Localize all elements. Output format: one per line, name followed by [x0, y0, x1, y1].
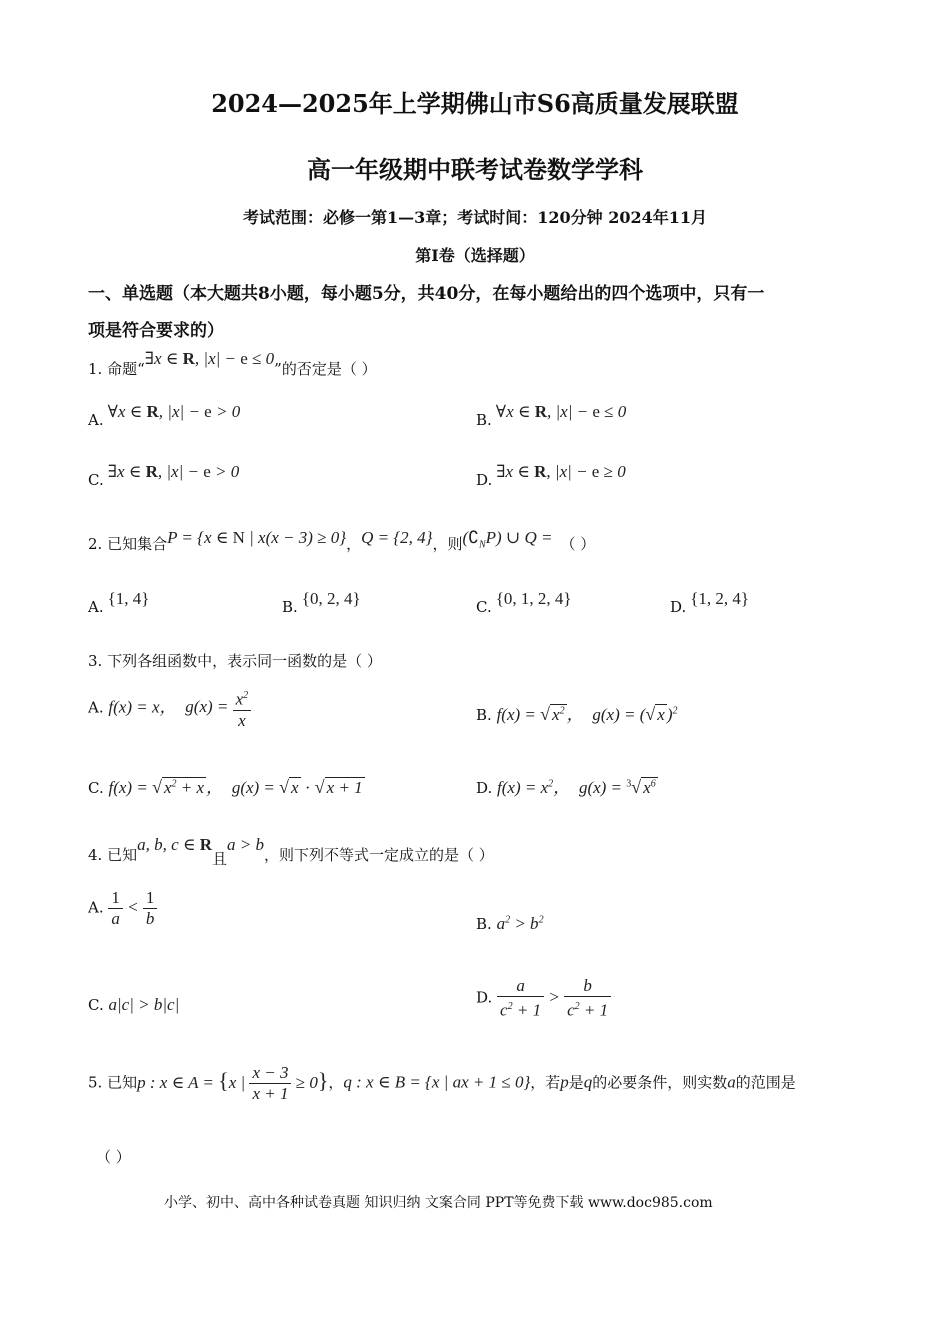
q1-option-b-label: B.	[476, 411, 492, 429]
q2-prefix: 2. 已知集合	[88, 535, 168, 553]
q4-option-b-label: B.	[476, 915, 492, 933]
q2-option-c-value: {0, 1, 2, 4}	[495, 589, 572, 608]
q4-option-c: C. a|c| > b|c|	[88, 995, 180, 1014]
q3-option-b-label: B.	[476, 706, 492, 724]
q2-option-d	[670, 589, 750, 617]
q2-option-d-label: D.	[670, 598, 687, 616]
q1-option-c-label: C.	[88, 471, 104, 489]
q5-prefix: 5. 已知	[88, 1073, 138, 1092]
q5-is: 是	[568, 1073, 584, 1092]
q4-suffix: ，则下列不等式一定成立的是（ ）	[264, 846, 494, 864]
q4-option-c-label: C.	[88, 996, 104, 1014]
q4-and: 且	[212, 850, 228, 868]
q1-option-c: C. ∃x ∈ R, |x| − e > 0	[88, 462, 240, 489]
page-subtitle: 高一年级期中联考试卷数学学科	[307, 155, 643, 184]
q5-paren: （ ）	[96, 1148, 131, 1166]
part-heading: 第I卷（选择题）	[415, 246, 535, 265]
page-title: 2024—2025年上学期佛山市S6高质量发展联盟	[211, 89, 739, 118]
footer-text: 小学、初中、高中各种试卷真题 知识归纳 文案合同 PPT等免费下载 www.doc985.com	[164, 1195, 713, 1211]
q2-then: ，则	[432, 535, 463, 553]
q2-option-a-value: {1, 4}	[107, 589, 150, 608]
q2-option-a-label: A.	[88, 598, 104, 616]
q3-option-c-label: C.	[88, 779, 104, 797]
q5-suffix: 的范围是	[735, 1073, 796, 1092]
q1-option-d: D. ∃x ∈ R, |x| − e ≥ 0	[476, 462, 626, 489]
q3-option-d: D. $f(x) = x^2$， g(x) = $^3$√ $x^6$	[476, 777, 656, 797]
q2-option-a	[88, 589, 150, 617]
q2-option-b	[282, 589, 361, 617]
question-4: 4. 已知a, b, c ∈ R且a > b，则下列不等式一定成立的是（ ）	[88, 835, 494, 868]
q3-option-d-label: D.	[476, 779, 493, 797]
q1-option-a: A. ∀x ∈ R, |x| − e > 0	[88, 402, 241, 429]
q3-option-a: A. f(x) = x， g(x) = $\frac{x^2}{x}$	[88, 686, 251, 731]
q3-option-b: B. f(x) = √ $x^2$ ， g(x) = (√ x )$^2$	[476, 704, 678, 724]
q1-formula: ∃x ∈ R, |x| − e ≤ 0	[144, 349, 275, 368]
q5-if: ，若	[530, 1073, 561, 1092]
question-1	[88, 349, 377, 379]
q1-option-b: B. ∀x ∈ R, |x| − e ≤ 0	[476, 402, 627, 429]
q4-option-a: A. $\frac{1}{a}$ < $\frac{1}{b}$	[88, 888, 157, 929]
section-heading-line1: 一、单选题（本大题共8小题，每小题5分，共40分，在每小题给出的四个选项中，只有一	[88, 284, 765, 304]
q2-option-b-label: B.	[282, 598, 298, 616]
q3-option-c: C. f(x) = √ $x^2 + x$ ， g(x) = √ x · √ x + 1	[88, 777, 363, 797]
q2-option-d-value: {1, 2, 4}	[690, 589, 750, 608]
q1-option-d-label: D.	[476, 471, 493, 489]
question-3: 3. 下列各组函数中，表示同一函数的是（ ）	[88, 652, 382, 670]
q2-sep: ，	[346, 535, 362, 553]
q4-option-d: D. $\frac{a}{c^2 + 1}$ > $\frac{b}{c^2 + 1}$	[476, 976, 611, 1021]
q2-suffix: （ ）	[560, 535, 596, 553]
q4-option-a-label: A.	[88, 898, 104, 917]
q3-option-a-label: A.	[88, 698, 104, 717]
q5-sep: ，	[328, 1073, 344, 1092]
q4-prefix: 4. 已知	[88, 846, 138, 864]
q2-option-b-value: {0, 2, 4}	[301, 589, 361, 608]
q5-condition: 的必要条件，则实数	[592, 1073, 728, 1092]
q1-suffix: ”的否定是（ ）	[274, 360, 377, 378]
section-heading-line2: 项是符合要求的）	[88, 321, 224, 341]
q1-prefix: 1. 命题“	[88, 360, 145, 378]
q4-option-b: B. $a^2 > b^2$	[476, 914, 544, 933]
question-5: 5. 已知p : x ∈ A = {x | $\frac{x - 3}{x + 1}$ ≥ 0}，q : x ∈ B = {x | ax + 1 ≤ 0}，若p是q的必要条件，则实数a的范围是	[88, 1063, 796, 1103]
question-2: 2. 已知集合P = {x ∈ N | x(x − 3) ≥ 0}，Q = {2, 4}，则$(∁_NP)$ ∪ Q = （ ）	[88, 528, 596, 553]
exam-info: 考试范围：必修一第1—3章；考试时间：120分钟 2024年11月	[242, 208, 708, 227]
q2-option-c-label: C.	[476, 598, 492, 616]
q1-option-a-label: A.	[88, 411, 104, 429]
q4-option-d-label: D.	[476, 988, 493, 1007]
q2-option-c	[476, 589, 572, 617]
